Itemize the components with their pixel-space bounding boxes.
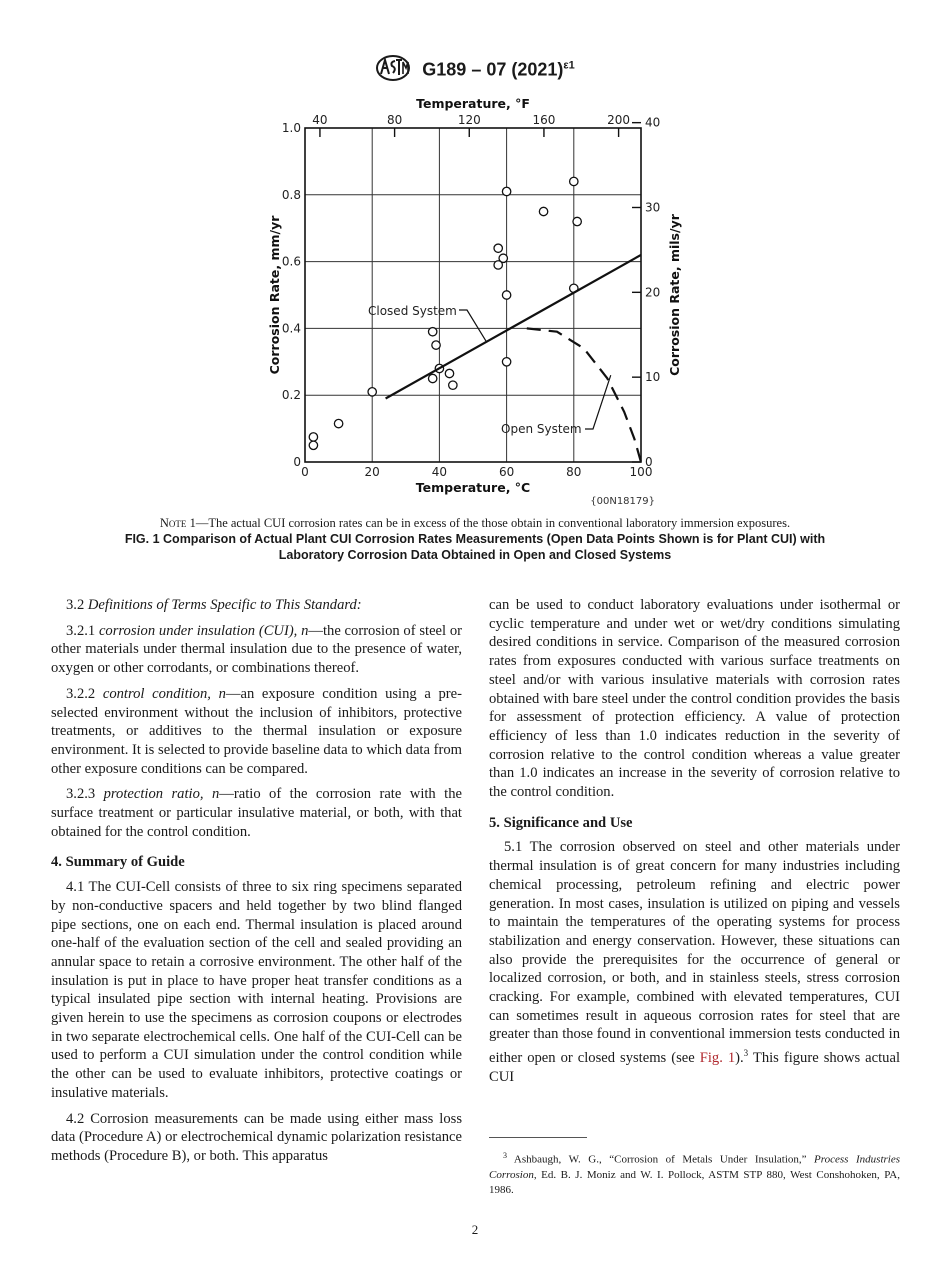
epsilon-superscript: ε1 bbox=[563, 59, 575, 72]
section-5-heading: 5. Significance and Use bbox=[489, 814, 633, 831]
data-point-circle bbox=[309, 433, 317, 441]
x-tick-label: 40 bbox=[431, 465, 448, 479]
footnote-divider bbox=[489, 1137, 587, 1138]
right-tick-label: 30 bbox=[645, 200, 661, 215]
figure-caption bbox=[90, 531, 860, 563]
data-point-circle bbox=[334, 419, 342, 427]
section-5-1: 5.1 The corrosion observed on steel and other materials under thermal insulation is of great concern for many industries including chemical processing, petroleum refining and electric power generation. In most cases, insulation is utilized on piping and vessels to maintain the temperatures of the operating systems for process stabilization and energy conservation. However, these situations can also provide the prerequisites for the occurrence of general or localized corrosion, or both, and in stainless steels, stress corrosion cracking. For example, combined with elevated temperatures, CUI can sometimes result in aqueous corrosion rates for steel that are greater than those found in conventional immersion tests conducted in either open or closed systems (see Fig. 1).$^3$ This figure shows actual CUI bbox=[489, 839, 901, 1085]
astm-logo-icon bbox=[375, 54, 411, 87]
right-column bbox=[489, 596, 900, 1093]
right-tick-label: 40 bbox=[645, 115, 661, 130]
left-column bbox=[51, 596, 462, 1173]
caption-line-1: FIG. 1 Comparison of Actual Plant CUI Corrosion Rates Measurements (Open Data Points Shown is for Plant CUI) with bbox=[124, 532, 826, 546]
x-tick-label: 100 bbox=[629, 465, 653, 479]
figure-note bbox=[0, 516, 950, 531]
closed-system-label: Closed System bbox=[368, 304, 457, 318]
right-tick-label: 0 bbox=[645, 455, 653, 469]
open-system-label: Open System bbox=[501, 422, 582, 436]
data-point-circle bbox=[494, 261, 502, 269]
standard-designation: G189 – 07 (2021) bbox=[422, 59, 564, 80]
y-tick-label: 0.6 bbox=[281, 254, 301, 269]
fig-1-link[interactable]: Fig. 1 bbox=[699, 1050, 736, 1067]
data-point-circle bbox=[502, 358, 510, 366]
data-point-circle bbox=[445, 369, 453, 377]
section-4-1: 4.1 The CUI-Cell consists of three to six ring specimens separated by non-conductive spacers and held together by two blind flanged pipe sections, one on each end. Thermal insulation is placed around one-half of the evaluation section of the cell and sealed providing an annular space to retain a corrosive environment. The other half of the insulation is put in place to have proper heat transfer conditions as a typical insulated pipe section with internal heating. Provisions are given herein to use the specimens as corrosion coupons or electrodes in two separate electrochemical cells. One half of the CUI-Cell can be used to perform a CUI simulation under the control condition while the other can be used to evaluate inhibitors, protective coatings or insulative materials. bbox=[51, 879, 462, 1101]
top-tick-label: 40 bbox=[312, 113, 328, 127]
top-tick-label: 160 bbox=[532, 113, 556, 127]
closed-system-line bbox=[386, 255, 641, 399]
data-point-circle bbox=[449, 381, 457, 389]
section-3-2-1: 3.2.1 corrosion under insulation (CUI), n—the corrosion of steel or other materials under thermal insulation due to the presence of water, oxygen or other corrodants, or combinations thereof. bbox=[51, 622, 462, 677]
x-tick-label: 20 bbox=[364, 465, 380, 479]
plot-frame bbox=[305, 128, 641, 462]
footnote-3: $^3$ Ashbaugh, W. G., “Corrosion of Metals Under Insulation,” Process Industries Corrosion, Ed. B. J. Moniz and W. I. Pollock, ASTM STP 880, West Conshohoken, PA, 1986. bbox=[489, 1151, 901, 1196]
x-axis-top-label: Temperature, °F bbox=[416, 96, 530, 111]
section-4-2: 4.2 Corrosion measurements can be made using either mass loss data (Procedure A) or electrochemical dynamic polarization resistance methods (Procedure B), or both. This apparatus bbox=[51, 1110, 462, 1164]
data-point-circle bbox=[309, 441, 317, 449]
data-point-circle bbox=[368, 388, 376, 396]
section-4-heading: 4. Summary of Guide bbox=[51, 854, 185, 871]
y-tick-label: 0 bbox=[293, 455, 301, 469]
section-3-2-3: 3.2.3 protection ratio, n—ratio of the corrosion rate with the surface treatment or particular insulative material, or both, with that obtained for the control condition. bbox=[51, 786, 462, 840]
top-tick-label: 120 bbox=[457, 113, 481, 127]
data-point-circle bbox=[502, 187, 510, 195]
data-point-circle bbox=[573, 217, 581, 225]
x-axis-label: Temperature, °C bbox=[415, 480, 531, 495]
data-point-circle bbox=[428, 328, 436, 336]
data-point-circle bbox=[494, 244, 502, 252]
right-tick-label: 20 bbox=[645, 285, 661, 300]
section-3-2-2: 3.2.2 control condition, n—an exposure condition using a pre-selected environment without the inclusion of inhibitors, protective treatments, or additives to the thermal insulation or exposure environment. It is selected to provide baseline data to which data from other exposure conditions can be compared. bbox=[51, 685, 463, 777]
chart-canvas bbox=[255, 92, 695, 512]
note-label: Note bbox=[159, 516, 187, 530]
footnote-ref-3[interactable]: 3 bbox=[743, 1048, 749, 1059]
figure-id: {00N18179} bbox=[590, 496, 655, 507]
top-tick-label: 80 bbox=[386, 113, 403, 127]
document-header bbox=[0, 54, 950, 87]
top-tick-label: 200 bbox=[607, 113, 631, 127]
x-tick-label: 60 bbox=[498, 465, 515, 479]
y-tick-label: 0.8 bbox=[281, 187, 301, 202]
data-point-circle bbox=[502, 291, 510, 299]
y-tick-label: 0.2 bbox=[281, 388, 301, 403]
right-tick-label: 10 bbox=[645, 370, 661, 385]
y-axis-right-label: Corrosion Rate, mils/yr bbox=[667, 214, 682, 376]
y-tick-label: 1.0 bbox=[281, 121, 301, 135]
figure-1-chart bbox=[255, 92, 695, 512]
closed-system-leader bbox=[459, 310, 486, 342]
open-system-leader bbox=[585, 375, 611, 429]
data-point-circle bbox=[570, 177, 578, 185]
x-tick-label: 0 bbox=[301, 465, 309, 479]
data-point-circle bbox=[432, 341, 440, 349]
data-point-circle bbox=[428, 374, 436, 382]
y-axis-label: Corrosion Rate, mm/yr bbox=[267, 215, 282, 375]
x-tick-label: 80 bbox=[566, 465, 582, 479]
section-4-2-continued: can be used to conduct laboratory evaluations under isothermal or cyclic temperature and under wet or wet/dry conditions simulating desired conditions in service. Comparison of the measured corrosion rates from exposures conducted with various surface treatments on steel and/or with various insulative materials with corrosion rates obtained with bare steel under the control condition provides the basis for assessment of protection efficiency. A value of protection efficiency of less than 1.0 indicates reduction in the severity of corrosion relative to the control condition whereas a value greater than 1.0 indicates an increase in the severity of corrosion relative to the control condition. bbox=[489, 597, 900, 801]
note-text: 1—The actual CUI corrosion rates can be in excess of the those obtain in conventional laboratory immersion exposures. bbox=[186, 516, 791, 530]
y-tick-label: 0.4 bbox=[281, 321, 301, 336]
page-number: 2 bbox=[471, 1222, 479, 1237]
section-3-2: 3.2 Definitions of Terms Specific to This Standard: bbox=[66, 597, 362, 613]
data-point-circle bbox=[539, 207, 547, 215]
caption-line-2: Laboratory Corrosion Data Obtained in Open and Closed Systems bbox=[278, 548, 672, 562]
